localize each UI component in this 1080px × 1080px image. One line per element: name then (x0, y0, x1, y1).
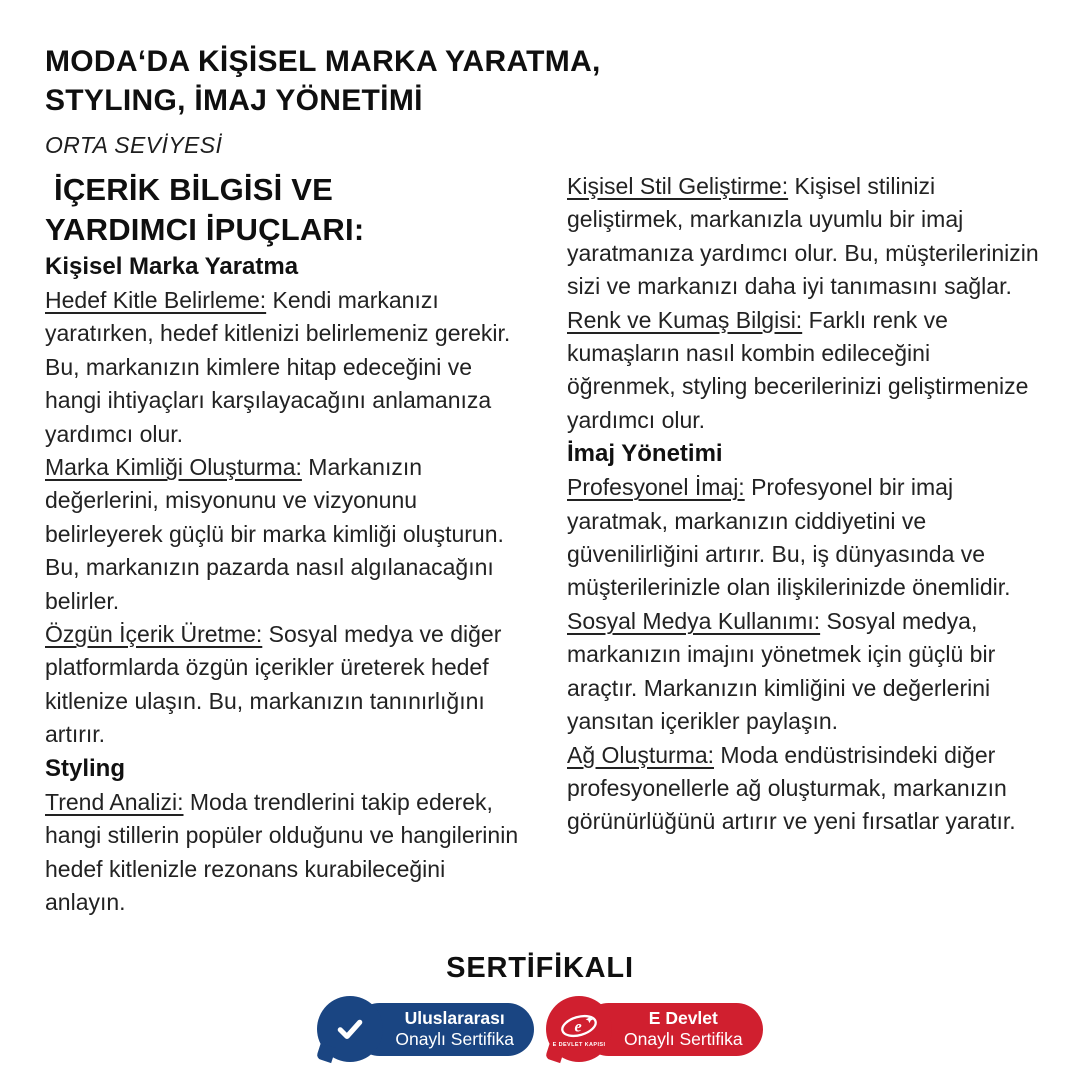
tip-term: Marka Kimliği Oluşturma: (45, 454, 302, 481)
page-title-line-1: MODA‘DA KİŞİSEL MARKA YARATMA, (45, 45, 601, 78)
tip-term: Kişisel Stil Geliştirme: (567, 173, 789, 199)
tip-text: Moda endüstrisindeki diğer profesyonellerle ağ oluşturmak, markanızın görünürlüğünü artırır ve yeni fırsatlar yaratır. (567, 741, 1016, 835)
tip-entry (45, 284, 532, 451)
badge-line2: Onaylı Sertifika (624, 1029, 743, 1049)
tip-entry (567, 739, 1045, 839)
tip-text: Markanızın değerlerini, misyonunu ve vizyonunu belirleyerek güçlü bir marka kimliği oluşturun. Bu, markanızın pazarda nasıl algılanacağını belirler. (45, 454, 504, 614)
certification-section (0, 952, 1080, 1062)
tip-term: Profesyonel İmaj: (567, 474, 745, 501)
tip-text: Sosyal medya, markanızın imajını yönetmek için güçlü bir araçtır. Markanızın kimliğini ve değerlerini yansıtan içerikler paylaşın. (567, 607, 996, 735)
content-columns (45, 170, 1045, 919)
tip-entry (45, 786, 532, 920)
section-subheading: Kişisel Marka Yaratma (45, 253, 299, 280)
content-heading-line-2: YARDIMCI İPUÇLARI: (45, 212, 365, 247)
tip-text: Moda trendlerini takip ederek, hangi stillerin popüler olduğunu ve hangilerinin hedef kitlenizle rezonans kurabileceğini anlayın. (45, 788, 519, 915)
tip-term: Renk ve Kumaş Bilgisi: (567, 306, 803, 333)
tip-entry (567, 605, 1045, 739)
tip-term: Özgün İçerik Üretme: (45, 621, 263, 648)
content-heading-line-1: İÇERİK BİLGİSİ VE (54, 172, 333, 207)
right-column-blocks (567, 170, 1045, 839)
certified-heading: SERTİFİKALI (446, 952, 634, 984)
tip-text: Kendi markanızı yaratırken, hedef kitlenizi belirlemeniz gerekir. Bu, markanızın kimlere hitap edeceğini ve hangi ihtiyaçları karşılayacağını anlamanıza yardımcı olur. (45, 287, 511, 447)
tip-entry (45, 618, 532, 752)
edevlet-logo-caption: E DEVLET KAPISI (552, 1041, 606, 1048)
section-subheading: Styling (45, 754, 126, 782)
page-title-line-2: STYLING, İMAJ YÖNETİMİ (45, 84, 423, 117)
level-subtitle: ORTA SEVİYESİ (45, 132, 223, 158)
checkmark-icon (317, 996, 383, 1062)
tip-entry (567, 170, 1045, 304)
tip-text: Profesyonel bir imaj yaratmak, markanızın ciddiyetini ve güvenilirliğini artırır. Bu, iş dünyasında ve müşterilerinizle olan ilişkilerinizde önemlidir. (567, 474, 1011, 601)
left-column (45, 170, 532, 919)
badge-line1: Uluslararası (404, 1008, 505, 1028)
section-subheading: İmaj Yönetimi (567, 440, 723, 468)
badge-edevlet (546, 996, 763, 1062)
right-column (567, 170, 1045, 919)
badge-international (317, 996, 534, 1062)
tip-term: Trend Analizi: (45, 788, 184, 815)
tip-entry (567, 471, 1045, 605)
tip-text: Kişisel stilinizi geliştirmek, markanızla uyumlu bir imaj yaratmanıza yardımcı olur. Bu, müşterilerinizin sizi ve markanızı daha iyi tanımasını sağlar. (567, 173, 1039, 300)
tip-text: Farklı renk ve kumaşların nasıl kombin edileceğini öğrenmek, styling becerilerinizi geliştirmenize yardımcı olur. (567, 306, 1029, 433)
tip-entry (567, 304, 1045, 438)
tip-text: Sosyal medya ve diğer platformlarda özgün içerikler üreterek hedef kitlenize ulaşın. Bu, markanızın tanınırlığını artırır. (45, 621, 502, 748)
certification-badges (0, 996, 1080, 1062)
left-column-blocks (45, 250, 532, 919)
header (45, 42, 601, 159)
tip-entry (45, 451, 532, 618)
tip-term: Ağ Oluşturma: (567, 741, 714, 768)
badge-line2: Onaylı Sertifika (395, 1029, 514, 1049)
badge-line1: E Devlet (648, 1008, 718, 1028)
edevlet-logo-icon (546, 996, 612, 1062)
tip-term: Hedef Kitle Belirleme: (45, 287, 267, 313)
tip-term: Sosyal Medya Kullanımı: (567, 607, 821, 634)
svg-text:e: e (574, 1017, 582, 1036)
